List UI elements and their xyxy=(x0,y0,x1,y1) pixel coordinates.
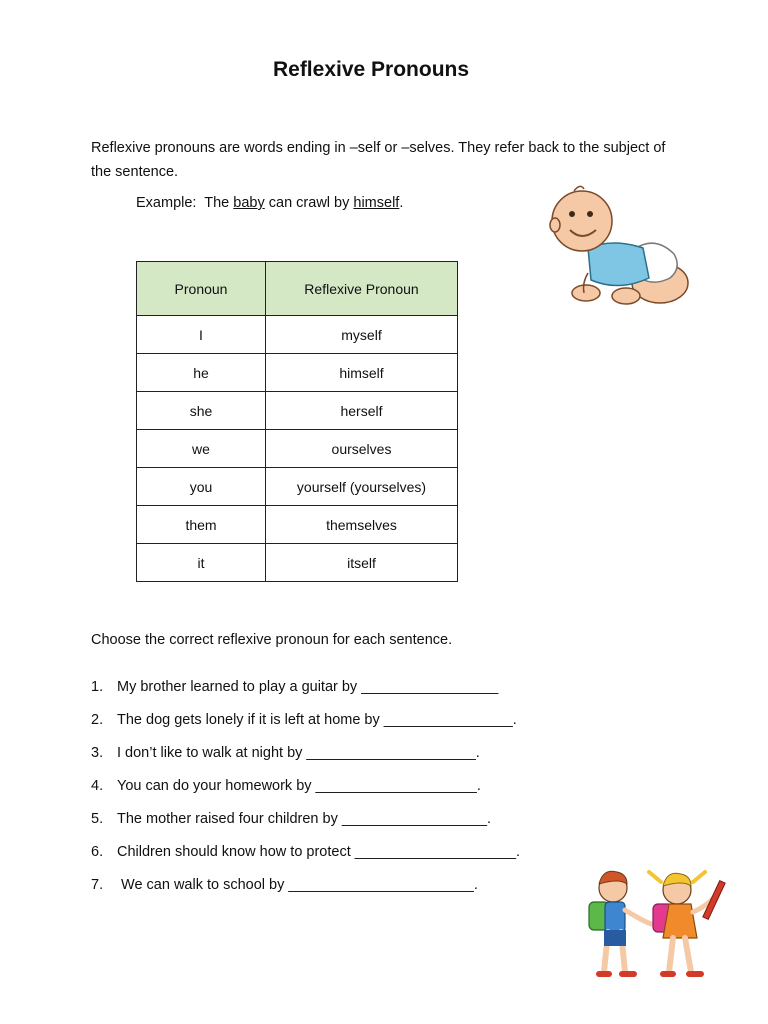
table-cell-pronoun: we xyxy=(137,430,266,468)
example-label: Example: xyxy=(136,195,197,211)
table-cell-pronoun: she xyxy=(137,392,266,430)
question-text: Children should know how to protect ____________________. xyxy=(117,844,521,860)
table-row xyxy=(137,430,458,468)
pronoun-table xyxy=(136,261,458,582)
table-cell-reflexive: herself xyxy=(266,392,458,430)
table-row xyxy=(137,468,458,506)
question-item xyxy=(91,811,520,844)
table-row xyxy=(137,354,458,392)
question-item xyxy=(91,877,520,910)
table-row xyxy=(137,392,458,430)
intro-paragraph: Reflexive pronouns are words ending in –self or –selves. They refer back to the subject of the sentence. xyxy=(91,140,666,180)
table-cell-pronoun: them xyxy=(137,506,266,544)
question-item xyxy=(91,712,520,745)
table-cell-reflexive: yourself (yourselves) xyxy=(266,468,458,506)
question-number: 3. xyxy=(91,745,104,761)
question-text: We can walk to school by _______________________. xyxy=(117,877,478,893)
table-header-row xyxy=(137,262,458,316)
example-sentence xyxy=(136,195,403,211)
question-number: 1. xyxy=(91,679,104,695)
table-row xyxy=(137,544,458,582)
question-text: I don’t like to walk at night by _____________________. xyxy=(117,745,480,761)
table-header-pronoun: Pronoun xyxy=(137,262,266,316)
table-cell-pronoun: he xyxy=(137,354,266,392)
table-cell-pronoun: I xyxy=(137,316,266,354)
table-row xyxy=(137,316,458,354)
table-header-reflexive: Reflexive Pronoun xyxy=(266,262,458,316)
question-text: You can do your homework by ____________________. xyxy=(117,778,481,794)
page-title: Reflexive Pronouns xyxy=(272,58,470,81)
school-children-illustration xyxy=(575,866,735,991)
exercise-instructions: Choose the correct reflexive pronoun for each sentence. xyxy=(91,632,453,648)
question-number: 7. xyxy=(91,877,104,893)
question-number: 6. xyxy=(91,844,104,860)
question-number: 4. xyxy=(91,778,104,794)
exercise-question-list xyxy=(91,679,520,910)
question-item xyxy=(91,844,520,877)
crawling-baby-illustration xyxy=(548,178,693,313)
example-pre: The xyxy=(204,195,230,211)
question-text: My brother learned to play a guitar by _________________ xyxy=(117,679,499,695)
question-item xyxy=(91,679,520,712)
question-number: 5. xyxy=(91,811,104,827)
example-reflexive: himself xyxy=(353,195,400,211)
question-item xyxy=(91,778,520,811)
example-subject: baby xyxy=(233,195,265,211)
table-cell-reflexive: themselves xyxy=(266,506,458,544)
table-cell-reflexive: himself xyxy=(266,354,458,392)
table-cell-pronoun: you xyxy=(137,468,266,506)
example-post: . xyxy=(399,195,404,211)
table-cell-reflexive: itself xyxy=(266,544,458,582)
table-cell-pronoun: it xyxy=(137,544,266,582)
table-cell-reflexive: ourselves xyxy=(266,430,458,468)
question-number: 2. xyxy=(91,712,104,728)
example-mid: can crawl by xyxy=(268,195,350,211)
table-row xyxy=(137,506,458,544)
table-cell-reflexive: myself xyxy=(266,316,458,354)
question-item xyxy=(91,745,520,778)
question-text: The mother raised four children by __________________. xyxy=(117,811,492,827)
question-text: The dog gets lonely if it is left at home by ________________. xyxy=(117,712,517,728)
